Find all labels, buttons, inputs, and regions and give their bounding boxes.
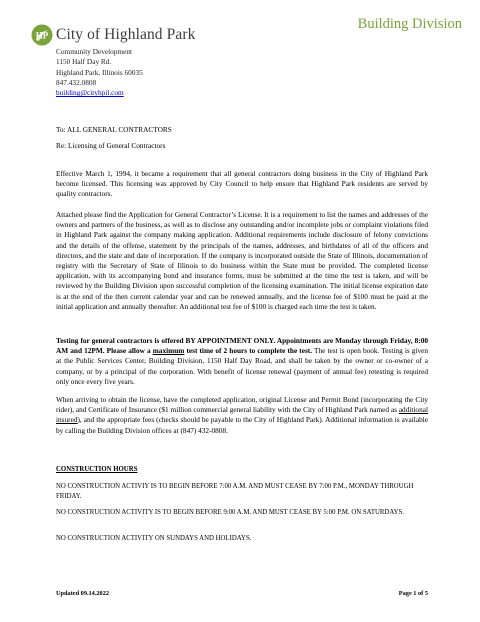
paragraph-testing	[56, 336, 428, 387]
construction-rule-weekdays: NO CONSTRUCTION ACTIVIY IS TO BEGIN BEFORE 7:00 A.M. AND MUST CEASE BY 7:00 P.M., MONDAY THROUGH FRIDAY.	[56, 483, 414, 500]
address-line-3: Highland Park, Illinois 60035	[56, 67, 143, 77]
footer-updated: Updated 09.14.2022	[56, 590, 110, 597]
paragraph-intro: Effective March 1, 1994, it became a requirement that all general contractors doing business in the City of Highland Park become licensed. This licensing was approved by City Council to help ensure that Highland Park residents are served by quality contractors.	[56, 169, 428, 199]
city-logo	[31, 24, 195, 46]
phone-number: 847.432.0808	[56, 77, 97, 87]
address-block	[56, 47, 143, 98]
paragraph-application: Attached please find the Application for General Contractor’s License. It is a requirement to list the names and addresses of the owners and partners of the business, as well as to disclose any outstanding and/or incomplete jobs or complaint violations filed in Highland Park against the company making application. Additional requirements include disclosure of felony convictions and the details of the offense, statement by the principals of the names, addresses, and birthdates of all of the officers and directors, and the state and date of incorporation. If the company is incorporated outside the State of Illinois, documentation of registry with the Secretary of State of Illinois to do business within the State must be provided. The completed license application, with its accompanying bond and insurance forms, must be submitted at the time the test is taken, and will be reviewed by the Building Division upon successful completion of the licensing examination. The initial license expiration date is at the end of the then current calendar year and can be renewed annually, and the license fee of $100 must be paid at the initial application and annually thereafter. An additional test fee of $100 is charged each time the test is taken.	[56, 210, 428, 311]
email-link[interactable]: building@cityhpil.com	[56, 88, 124, 98]
division-title: Building Division	[357, 16, 462, 32]
memo-re: Re: Licensing of General Contractors	[56, 141, 166, 150]
footer-page-number: Page 1 of 5	[398, 590, 428, 597]
testing-bold-a: Testing for general contractors is offered BY APPOINTMENT ONLY. Appointments are Monday through Friday, 8:00 AM and 12PM. Please allow a	[56, 336, 428, 356]
address-line-2: 1150 Half Day Rd.	[56, 57, 112, 67]
memo-to: To: ALL GENERAL CONTRACTORS	[56, 125, 172, 134]
testing-rest: The test is open book. Testing is given at the Public Services Center, Building Division, 1150 Half Day Road, and shall be taken by the owner or co-owner of a company, or by a principal of the corporation. With benefit of license renewal (payment of annual fee) retesting is required only once every five years.	[56, 346, 429, 386]
arrival-b: ), and the appropriate fees (checks should be payable to the City of Highland Park). Additional information is available by calling the Building Division offices at (847) 432-0808.	[56, 415, 428, 435]
arrival-a: When arriving to obtain the license, have the completed application, original License and Permit Bond (incorporating the City rider), and Certificate of Insurance ($1 million commercial general liability with the City of Highland Park named as	[56, 395, 428, 415]
highland-park-logo-icon	[31, 24, 53, 46]
arrival-additional-insured: additional insured	[56, 405, 428, 425]
city-name: City of Highland Park	[56, 26, 196, 43]
construction-rule-sundays: NO CONSTRUCTION ACTIVITY ON SUNDAYS AND HOLIDAYS.	[56, 535, 252, 542]
construction-hours-heading: CONSTRUCTION HOURS	[56, 466, 138, 473]
paragraph-arrival	[56, 395, 428, 436]
address-line-1: Community Development	[56, 47, 133, 56]
testing-bold-maximum: maximum	[152, 346, 185, 356]
svg-text:HP: HP	[35, 30, 49, 41]
construction-rule-saturdays: NO CONSTRUCTION ACTIVITY IS TO BEGIN BEFORE 9:00 A.M. AND MUST CEASE BY 5:00 P.M. ON SATURDAYS.	[56, 509, 405, 516]
testing-bold-b: test time of 2 hours to complete the test.	[184, 346, 313, 356]
